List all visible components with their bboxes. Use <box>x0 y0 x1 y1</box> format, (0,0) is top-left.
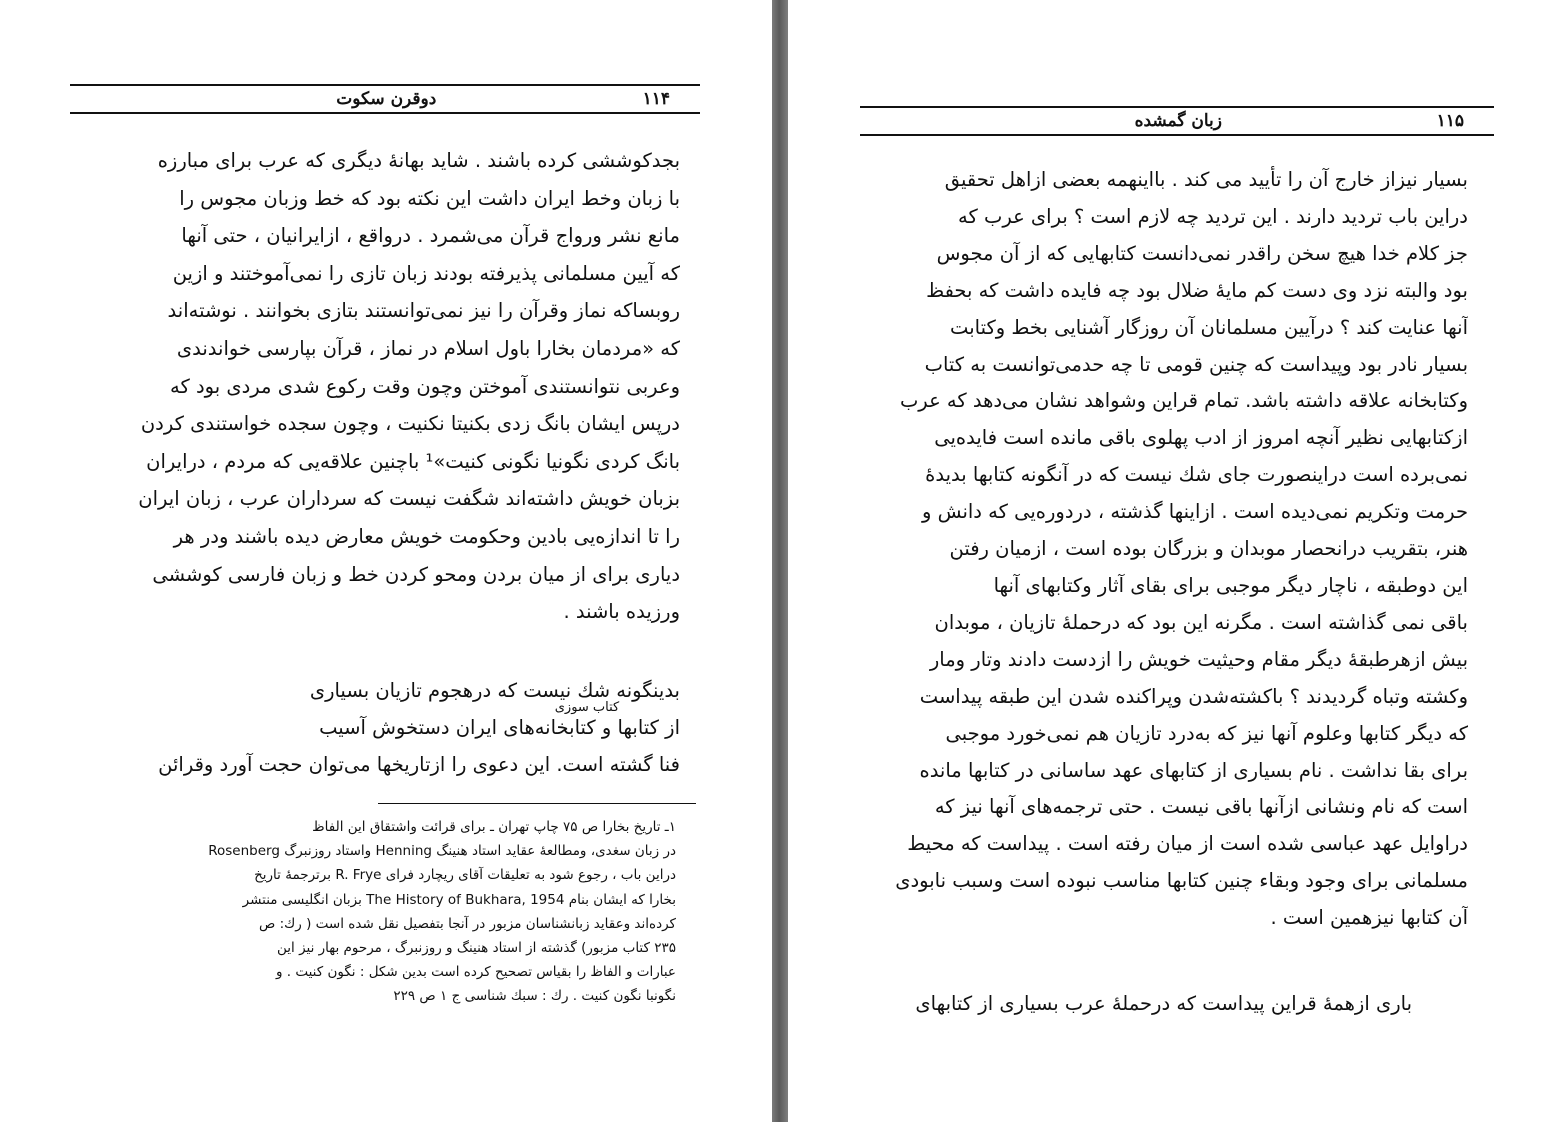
text-line: بخارا که ایشان بنام The History of Bukhara, 1954 بزبان انگلیسی منتشر <box>242 891 676 908</box>
footnote-divider <box>378 803 696 804</box>
text-line: بانگ کردی نگونیا نگونی کنیت»¹ باچنین علاقه‌یی که مردم ، درایران <box>146 449 680 473</box>
text-line: ۲۳۵ کتاب مزبور) گذشته از استاد هنینگ و روزنبرگ ، مرحوم بهار نیز این <box>277 939 676 956</box>
text-line: این دوطبقه ، ناچار دیگر موجبی برای بقای آثار وکتابهای آنها <box>993 573 1468 597</box>
text-line: با زبان وخط ایران داشت این نکته بود که خط وزبان مجوس را <box>179 186 680 210</box>
text-line: ۱ـ تاریخ بخارا ص ۷۵ چاپ تهران ـ برای قرائت واشتقاق این الفاظ <box>312 819 676 835</box>
text-line: برای بقا نداشت . نام بسیاری از کتابهای عهد ساسانی در کتابها مانده <box>919 758 1468 782</box>
text-line: باقی نمی گذاشته است . مگرنه این بود که درحملهٔ تازیان ، موبدان <box>934 610 1468 634</box>
text-line: دراین باب تردید دارند . این تردید چه لازم است ؟ برای عرب که <box>958 204 1468 228</box>
running-title: زبان گمشده <box>1134 111 1223 131</box>
text-line: بسیار نادر بود وپیداست که چنین قومی تا چه حدمی‌توانست به کتاب <box>924 352 1468 376</box>
left-page-header <box>70 84 700 114</box>
text-line: مسلمانی برای وجود وبقاء چنین کتابها مناسب نبوده است وسبب نابودی <box>895 869 1468 893</box>
book-spine-gutter <box>772 0 788 1122</box>
text-line: عبارات و الفاظ را بقیاس تصحیح کرده است بدین شکل : نگون کنیت . و <box>275 964 676 981</box>
text-line: در زبان سغدی، ومطالعهٔ عقاید استاد هنینگ Henning واستاد روزنبرگ Rosenberg <box>208 843 676 860</box>
left-body-text <box>78 142 680 631</box>
text-line: که «مردمان بخارا باول اسلام در نماز ، قرآن بپارسی خواندندی <box>176 336 680 360</box>
text-line: کرده‌اند وعقاید زبانشناسان مزبور در آنجا بتفصیل نقل شده است ( رك: ص <box>259 915 676 932</box>
text-line: از کتابها و کتابخانه‌های ایران دستخوش آسیب <box>319 716 680 739</box>
right-page-header <box>860 106 1494 136</box>
text-line: بسیار نیزاز خارج آن را تأیید می کند . بااینهمه بعضی ازاهل تحقیق <box>944 168 1468 191</box>
text-line: بجدکوششی کرده باشند . شاید بهانهٔ دیگری که عرب برای مبارزه <box>157 149 680 172</box>
text-line: بود والبته نزد وی دست کم مایهٔ ضلال بود چه فایده داشت که بحفظ <box>926 278 1468 302</box>
text-line: باری ازهمهٔ قراین پیداست که درحملهٔ عرب بسیاری از کتابهای <box>915 992 1412 1015</box>
text-line: را تا اندازه‌یی بادین وحکومت خویش معارض دیده باشند ودر هر <box>173 524 680 548</box>
text-line: روبساکه نماز وقرآن را نیز نمی‌توانستند بتازی بخوانند . نوشته‌اند <box>167 299 680 323</box>
left-page <box>0 0 772 1122</box>
text-line: دراوایل عهد عباسی شده است از میان رفته است . پیداست که محیط <box>907 832 1468 856</box>
text-line: آنها عنایت کند ؟ درآیین مسلمانان آن روزگار آشنایی بخط وکتابت <box>950 315 1468 339</box>
text-line: ازکتابهایی نظیر آنچه امروز از ادب پهلوی باقی مانده است فایده‌یی <box>934 426 1468 450</box>
text-line: وکشته وتباه گردیدند ؟ باکشته‌شدن وپراکنده شدن این طبقه پیداست <box>919 684 1468 708</box>
page-number: ۱۱۵ <box>1436 111 1464 131</box>
text-line: است که نام ونشانی ازآنها باقی نیست . حتی ترجمه‌های آنها نیز که <box>934 795 1468 819</box>
text-line: دراین باب ، رجوع شود به تعلیقات آقای ریچارد فرای R. Frye برترجمهٔ تاریخ <box>254 867 676 884</box>
text-line: هنر، بتقریب درانحصار موبدان و بزرگان بوده است ، ازمیان رفتن <box>949 537 1468 561</box>
text-line: بدینگونه شك نیست که درهجوم تازیان بسیاری <box>309 679 680 702</box>
text-line: که دیگر کتابها وعلوم آنها نیز که به‌درد تازیان هم نمی‌خورد موجبی <box>945 721 1468 745</box>
text-line: وعربی نتوانستندی آموختن وچون وقت رکوع شدی مردی بود که <box>170 374 680 398</box>
text-line: مانع نشر ورواج قرآن می‌شمرد . درواقع ، ازایرانیان ، حتی آنها <box>181 224 680 248</box>
margin-note: کتاب سوزی <box>554 700 620 715</box>
left-second-paragraph <box>78 672 680 783</box>
running-title: دوقرن سکوت <box>336 89 437 109</box>
right-page <box>788 0 1564 1122</box>
text-line: بیش ازهرطبقهٔ دیگر مقام وحیثیت خویش را ازدست دادند وتار ومار <box>929 647 1468 671</box>
text-line: درپس ایشان بانگ زدی بکنیتا نکنیت ، وچون سجده خواستندی کردن <box>140 412 680 436</box>
text-line: نگونبا نگون کنیت . رك : سبك شناسی ج ۱ ص ۲۲۹ <box>393 988 676 1005</box>
text-line: که آیین مسلمانی پذیرفته بودند زبان تازی را نمی‌آموختند و ازین <box>172 261 680 285</box>
text-line: دیاری برای از میان بردن ومحو کردن خط و زبان فارسی کوششی <box>152 562 680 586</box>
text-line: ورزیده باشند . <box>563 600 680 624</box>
text-line: آن کتابها نیزهمین است . <box>1270 906 1468 930</box>
footnote <box>78 815 676 1009</box>
text-line: بزبان خویش داشته‌اند شگفت نیست که سرداران عرب ، زبان ایران <box>138 487 680 511</box>
right-second-paragraph <box>872 986 1412 1022</box>
text-line: فنا گشته است. این دعوی را ازتاریخها می‌توان حجت آورد وقرائن <box>158 753 680 776</box>
page-number: ۱۱۴ <box>642 89 670 109</box>
text-line: نمی‌برده است دراینصورت جای شك نیست که در آنگونه کتابها بدیدهٔ <box>925 463 1468 487</box>
right-body-text <box>876 162 1468 937</box>
text-line: جز کلام خدا هیچ سخن راقدر نمی‌دانست کتابهایی که از آن مجوس <box>936 241 1468 265</box>
text-line: حرمت وتکریم نمی‌دیده است . ازاینها گذشته ، دردوره‌یی که دانش و <box>921 500 1468 524</box>
text-line: وکتابخانه علاقه داشته باشد. تمام قراین وشواهد نشان می‌دهد که عرب <box>899 389 1468 413</box>
